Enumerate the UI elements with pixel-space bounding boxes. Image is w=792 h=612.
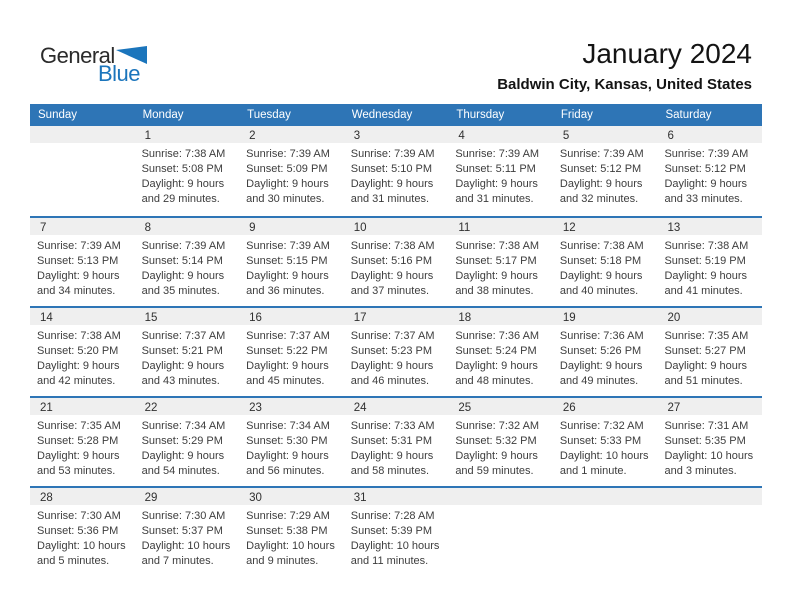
day-cell-empty	[553, 488, 658, 576]
day-detail-line: Sunset: 5:23 PM	[350, 345, 433, 357]
day-detail-line: and 41 minutes.	[664, 285, 743, 297]
day-number-strip	[239, 488, 344, 505]
day-number: 31	[353, 492, 367, 504]
day-details	[553, 325, 658, 389]
day-detail-line: Daylight: 10 hours	[141, 540, 231, 552]
day-number: 4	[458, 130, 465, 142]
day-detail-line: Daylight: 9 hours	[141, 450, 225, 462]
day-number-strip	[239, 398, 344, 415]
day-cell-15	[135, 308, 240, 396]
day-cell-18	[448, 308, 553, 396]
day-detail-line: and 49 minutes.	[559, 375, 639, 387]
day-number: 12	[562, 222, 576, 234]
day-detail-line: Sunset: 5:28 PM	[37, 435, 119, 447]
weekday-monday: Monday	[142, 109, 184, 121]
day-number: 15	[144, 312, 158, 324]
day-detail-line: and 30 minutes.	[246, 193, 325, 205]
day-number: 17	[353, 312, 367, 324]
weekday-sunday: Sunday	[38, 109, 78, 121]
day-detail-line: and 31 minutes.	[350, 193, 430, 205]
day-detail-line: Daylight: 9 hours	[246, 270, 329, 282]
day-detail-line: and 31 minutes.	[455, 193, 534, 205]
day-detail-line: Sunrise: 7:39 AM	[664, 148, 749, 160]
day-detail-line: Sunset: 5:11 PM	[455, 163, 536, 175]
day-detail-line: and 40 minutes.	[559, 285, 639, 297]
day-detail-line: and 7 minutes.	[141, 555, 214, 567]
day-cell-7	[30, 218, 135, 306]
day-detail-line: and 33 minutes.	[664, 193, 743, 205]
day-number: 25	[458, 402, 472, 414]
day-details	[448, 505, 553, 509]
day-cell-empty	[448, 488, 553, 576]
day-cell-27	[657, 398, 762, 486]
day-number-strip	[239, 308, 344, 325]
day-detail-line: Sunset: 5:15 PM	[246, 255, 328, 267]
day-detail-line: Sunrise: 7:37 AM	[246, 330, 330, 342]
day-number-strip	[553, 308, 658, 325]
day-detail-line: Sunrise: 7:35 AM	[664, 330, 749, 342]
day-number: 3	[353, 130, 361, 142]
day-detail-line: Sunset: 5:10 PM	[350, 163, 433, 175]
day-number-strip	[553, 398, 658, 415]
day-cell-26	[553, 398, 658, 486]
day-number: 28	[40, 492, 53, 504]
day-details	[135, 325, 240, 389]
day-number: 13	[667, 222, 681, 234]
weekday-saturday: Saturday	[665, 109, 712, 121]
day-cell-4	[448, 126, 553, 216]
day-detail-line: and 9 minutes.	[246, 555, 319, 567]
day-number: 10	[353, 222, 367, 234]
day-detail-line: Sunrise: 7:39 AM	[246, 240, 330, 252]
day-details	[135, 143, 240, 207]
day-details	[344, 505, 449, 569]
day-detail-line: Sunrise: 7:31 AM	[664, 420, 749, 432]
day-number-strip	[344, 488, 449, 505]
day-detail-line: Daylight: 9 hours	[455, 360, 538, 372]
day-cell-9	[239, 218, 344, 306]
day-detail-line: Sunset: 5:37 PM	[141, 525, 223, 537]
logo-text-general: General	[40, 43, 115, 68]
day-cell-21	[30, 398, 135, 486]
day-details	[30, 505, 135, 569]
day-detail-line: and 48 minutes.	[455, 375, 534, 387]
day-details	[239, 143, 344, 207]
day-detail-line: Sunrise: 7:38 AM	[141, 148, 226, 160]
day-details	[553, 505, 658, 509]
day-details	[657, 505, 762, 509]
day-detail-line: Daylight: 9 hours	[455, 270, 538, 282]
day-cell-6	[657, 126, 762, 216]
day-number-strip	[239, 126, 344, 143]
day-detail-line: and 32 minutes.	[559, 193, 639, 205]
day-number: 20	[667, 312, 681, 324]
day-detail-line: Daylight: 9 hours	[246, 360, 329, 372]
day-detail-line: Sunrise: 7:32 AM	[455, 420, 540, 432]
day-number-strip	[657, 218, 762, 235]
day-cell-14	[30, 308, 135, 396]
day-detail-line: Daylight: 9 hours	[141, 270, 225, 282]
day-number: 2	[249, 130, 256, 142]
day-detail-line: and 11 minutes.	[350, 555, 429, 567]
day-number-strip	[553, 218, 658, 235]
day-detail-line: Sunset: 5:21 PM	[141, 345, 223, 357]
day-detail-line: Sunrise: 7:34 AM	[141, 420, 226, 432]
day-cell-31	[344, 488, 449, 576]
day-detail-line: and 58 minutes.	[350, 465, 430, 477]
day-number: 22	[144, 402, 158, 414]
day-number-strip	[135, 488, 240, 505]
day-detail-line: Sunset: 5:30 PM	[246, 435, 328, 447]
day-detail-line: Daylight: 9 hours	[141, 360, 225, 372]
day-details	[30, 235, 135, 299]
day-detail-line: Sunrise: 7:36 AM	[455, 330, 540, 342]
day-detail-line: Daylight: 9 hours	[37, 270, 120, 282]
day-cell-25	[448, 398, 553, 486]
day-detail-line: Sunrise: 7:36 AM	[559, 330, 644, 342]
day-detail-line: Sunrise: 7:30 AM	[37, 510, 121, 522]
day-number-strip	[657, 308, 762, 325]
day-details	[135, 235, 240, 299]
day-details	[553, 235, 658, 299]
day-detail-line: and 59 minutes.	[455, 465, 534, 477]
day-details	[344, 325, 449, 389]
day-detail-line: Sunset: 5:14 PM	[141, 255, 223, 267]
calendar-table	[30, 104, 762, 576]
day-detail-line: Daylight: 10 hours	[37, 540, 126, 552]
day-number-strip	[30, 126, 135, 143]
day-detail-line: and 3 minutes.	[664, 465, 737, 477]
day-detail-line: Daylight: 9 hours	[559, 270, 643, 282]
day-cell-8	[135, 218, 240, 306]
day-detail-line: and 35 minutes.	[141, 285, 220, 297]
day-number-strip	[135, 126, 240, 143]
day-number-strip	[657, 126, 762, 143]
day-cell-11	[448, 218, 553, 306]
day-detail-line: Sunset: 5:36 PM	[37, 525, 119, 537]
day-detail-line: and 54 minutes.	[141, 465, 220, 477]
day-detail-line: and 29 minutes.	[141, 193, 220, 205]
day-cell-17	[344, 308, 449, 396]
day-number-strip	[30, 218, 135, 235]
day-details	[30, 143, 135, 147]
day-detail-line: and 46 minutes.	[350, 375, 430, 387]
day-number-strip	[448, 218, 553, 235]
day-detail-line: and 51 minutes.	[664, 375, 743, 387]
day-detail-line: Sunrise: 7:38 AM	[350, 240, 435, 252]
day-detail-line: Daylight: 10 hours	[246, 540, 335, 552]
day-number: 19	[562, 312, 576, 324]
day-number: 1	[144, 130, 151, 142]
day-cell-20	[657, 308, 762, 396]
day-number-strip	[344, 398, 449, 415]
day-details	[553, 143, 658, 207]
day-details	[239, 235, 344, 299]
day-details	[657, 143, 762, 207]
day-number: 30	[249, 492, 262, 504]
day-detail-line: Daylight: 9 hours	[141, 178, 225, 190]
day-cell-1	[135, 126, 240, 216]
day-detail-line: Sunrise: 7:30 AM	[141, 510, 226, 522]
day-detail-line: Sunrise: 7:37 AM	[350, 330, 435, 342]
day-detail-line: Sunset: 5:20 PM	[37, 345, 119, 357]
day-detail-line: Daylight: 9 hours	[350, 360, 434, 372]
day-detail-line: Daylight: 9 hours	[246, 178, 329, 190]
day-details	[448, 235, 553, 299]
day-number: 9	[249, 222, 256, 234]
day-cell-19	[553, 308, 658, 396]
day-details	[553, 415, 658, 479]
weekday-header-row	[30, 104, 762, 126]
day-number: 27	[667, 402, 681, 414]
day-detail-line: Daylight: 9 hours	[559, 178, 643, 190]
day-number: 23	[249, 402, 262, 414]
day-detail-line: Sunset: 5:08 PM	[141, 163, 223, 175]
day-number: 7	[40, 222, 47, 234]
day-number-strip	[448, 398, 553, 415]
day-number-strip	[239, 218, 344, 235]
day-detail-line: Daylight: 10 hours	[350, 540, 440, 552]
week-row-2	[30, 216, 762, 306]
day-number: 16	[249, 312, 262, 324]
day-detail-line: Daylight: 9 hours	[664, 360, 748, 372]
day-detail-line: Sunset: 5:17 PM	[455, 255, 537, 267]
day-detail-line: and 1 minute.	[559, 465, 627, 477]
day-detail-line: Sunset: 5:24 PM	[455, 345, 537, 357]
day-details	[239, 415, 344, 479]
day-detail-line: Sunrise: 7:39 AM	[37, 240, 121, 252]
day-number-strip	[448, 308, 553, 325]
day-detail-line: Sunset: 5:31 PM	[350, 435, 433, 447]
day-cell-24	[344, 398, 449, 486]
weekday-tuesday: Tuesday	[247, 109, 291, 121]
day-number-strip	[553, 126, 658, 143]
day-detail-line: Daylight: 9 hours	[455, 178, 538, 190]
day-number-strip	[135, 398, 240, 415]
day-detail-line: Sunrise: 7:38 AM	[559, 240, 644, 252]
day-details	[657, 235, 762, 299]
day-number: 29	[144, 492, 158, 504]
page-title: January 2024	[582, 38, 752, 69]
day-number-strip	[553, 488, 658, 505]
day-number-strip	[448, 488, 553, 505]
day-detail-line: Sunrise: 7:29 AM	[246, 510, 330, 522]
week-row-3	[30, 306, 762, 396]
day-detail-line: Sunrise: 7:38 AM	[664, 240, 749, 252]
day-detail-line: Sunrise: 7:39 AM	[246, 148, 330, 160]
day-details	[239, 325, 344, 389]
day-detail-line: Daylight: 9 hours	[455, 450, 538, 462]
day-details	[344, 415, 449, 479]
day-number: 14	[40, 312, 53, 324]
day-detail-line: Sunrise: 7:35 AM	[37, 420, 121, 432]
week-row-1	[30, 126, 762, 216]
day-detail-line: Daylight: 9 hours	[350, 178, 434, 190]
day-detail-line: Sunrise: 7:34 AM	[246, 420, 330, 432]
day-detail-line: Sunrise: 7:28 AM	[350, 510, 435, 522]
day-number: 24	[353, 402, 367, 414]
day-number-strip	[657, 488, 762, 505]
day-detail-line: Sunrise: 7:32 AM	[559, 420, 644, 432]
day-number: 18	[458, 312, 472, 324]
day-detail-line: and 37 minutes.	[350, 285, 430, 297]
week-row-5	[30, 486, 762, 576]
day-cell-10	[344, 218, 449, 306]
day-number-strip	[344, 218, 449, 235]
day-detail-line: Daylight: 9 hours	[664, 270, 748, 282]
day-detail-line: and 53 minutes.	[37, 465, 116, 477]
day-detail-line: Sunset: 5:19 PM	[664, 255, 746, 267]
day-cell-30	[239, 488, 344, 576]
day-detail-line: and 42 minutes.	[37, 375, 116, 387]
day-number: 26	[562, 402, 576, 414]
day-detail-line: Sunset: 5:22 PM	[246, 345, 328, 357]
day-detail-line: Sunset: 5:12 PM	[559, 163, 642, 175]
day-detail-line: Sunset: 5:13 PM	[37, 255, 119, 267]
day-detail-line: Daylight: 10 hours	[664, 450, 754, 462]
day-number-strip	[135, 218, 240, 235]
day-detail-line: Sunrise: 7:37 AM	[141, 330, 226, 342]
day-cell-28	[30, 488, 135, 576]
day-number: 21	[40, 402, 53, 414]
day-detail-line: Sunset: 5:39 PM	[350, 525, 433, 537]
day-number-strip	[344, 308, 449, 325]
day-detail-line: and 45 minutes.	[246, 375, 325, 387]
day-cell-empty	[30, 126, 135, 216]
day-cell-5	[553, 126, 658, 216]
day-cell-3	[344, 126, 449, 216]
day-detail-line: and 43 minutes.	[141, 375, 220, 387]
day-detail-line: Sunset: 5:35 PM	[664, 435, 746, 447]
day-detail-line: Sunset: 5:12 PM	[664, 163, 746, 175]
day-detail-line: Daylight: 9 hours	[350, 270, 434, 282]
day-number-strip	[135, 308, 240, 325]
day-detail-line: Sunset: 5:38 PM	[246, 525, 328, 537]
day-details	[448, 325, 553, 389]
day-cell-23	[239, 398, 344, 486]
day-cell-16	[239, 308, 344, 396]
day-details	[30, 325, 135, 389]
day-detail-line: Sunset: 5:09 PM	[246, 163, 328, 175]
day-detail-line: Sunset: 5:32 PM	[455, 435, 537, 447]
day-number: 8	[144, 222, 151, 234]
day-detail-line: Daylight: 10 hours	[559, 450, 649, 462]
day-cell-2	[239, 126, 344, 216]
day-number-strip	[30, 398, 135, 415]
day-details	[344, 143, 449, 207]
weekday-wednesday: Wednesday	[351, 109, 413, 121]
day-number: 11	[458, 222, 471, 234]
day-details	[135, 415, 240, 479]
calendar-grid	[30, 126, 762, 576]
day-detail-line: Sunrise: 7:38 AM	[455, 240, 540, 252]
day-number-strip	[344, 126, 449, 143]
day-number-strip	[657, 398, 762, 415]
day-cell-13	[657, 218, 762, 306]
day-cell-29	[135, 488, 240, 576]
day-details	[657, 415, 762, 479]
general-blue-logo	[40, 45, 147, 85]
day-detail-line: Daylight: 9 hours	[559, 360, 643, 372]
day-detail-line: Sunset: 5:27 PM	[664, 345, 746, 357]
day-detail-line: Sunrise: 7:39 AM	[455, 148, 540, 160]
weekday-friday: Friday	[560, 109, 593, 121]
week-row-4	[30, 396, 762, 486]
day-detail-line: Sunset: 5:18 PM	[559, 255, 642, 267]
day-details	[657, 325, 762, 389]
day-detail-line: and 56 minutes.	[246, 465, 325, 477]
day-detail-line: Sunset: 5:33 PM	[559, 435, 642, 447]
day-number: 6	[667, 130, 674, 142]
day-details	[448, 415, 553, 479]
day-detail-line: and 38 minutes.	[455, 285, 534, 297]
day-detail-line: Sunrise: 7:39 AM	[559, 148, 644, 160]
day-detail-line: and 36 minutes.	[246, 285, 325, 297]
day-number-strip	[30, 488, 135, 505]
day-number-strip	[30, 308, 135, 325]
day-detail-line: Sunset: 5:26 PM	[559, 345, 642, 357]
day-detail-line: Sunset: 5:16 PM	[350, 255, 433, 267]
day-detail-line: Sunrise: 7:33 AM	[350, 420, 435, 432]
day-details	[448, 143, 553, 207]
day-details	[344, 235, 449, 299]
page-subtitle: Baldwin City, Kansas, United States	[497, 76, 752, 93]
day-detail-line: Daylight: 9 hours	[37, 360, 120, 372]
day-detail-line: Daylight: 9 hours	[246, 450, 329, 462]
day-detail-line: Sunrise: 7:39 AM	[350, 148, 435, 160]
day-detail-line: Daylight: 9 hours	[37, 450, 120, 462]
day-cell-12	[553, 218, 658, 306]
day-detail-line: Daylight: 9 hours	[350, 450, 434, 462]
day-detail-line: Sunset: 5:29 PM	[141, 435, 223, 447]
day-number-strip	[448, 126, 553, 143]
day-details	[135, 505, 240, 569]
weekday-thursday: Thursday	[456, 109, 505, 121]
day-detail-line: Sunrise: 7:38 AM	[37, 330, 121, 342]
day-details	[30, 415, 135, 479]
logo-text-blue: Blue	[98, 61, 141, 86]
day-details	[239, 505, 344, 569]
day-detail-line: Daylight: 9 hours	[664, 178, 748, 190]
day-detail-line: and 5 minutes.	[37, 555, 110, 567]
day-cell-22	[135, 398, 240, 486]
day-detail-line: Sunrise: 7:39 AM	[141, 240, 226, 252]
day-detail-line: and 34 minutes.	[37, 285, 116, 297]
day-number: 5	[562, 130, 570, 142]
day-cell-empty	[657, 488, 762, 576]
